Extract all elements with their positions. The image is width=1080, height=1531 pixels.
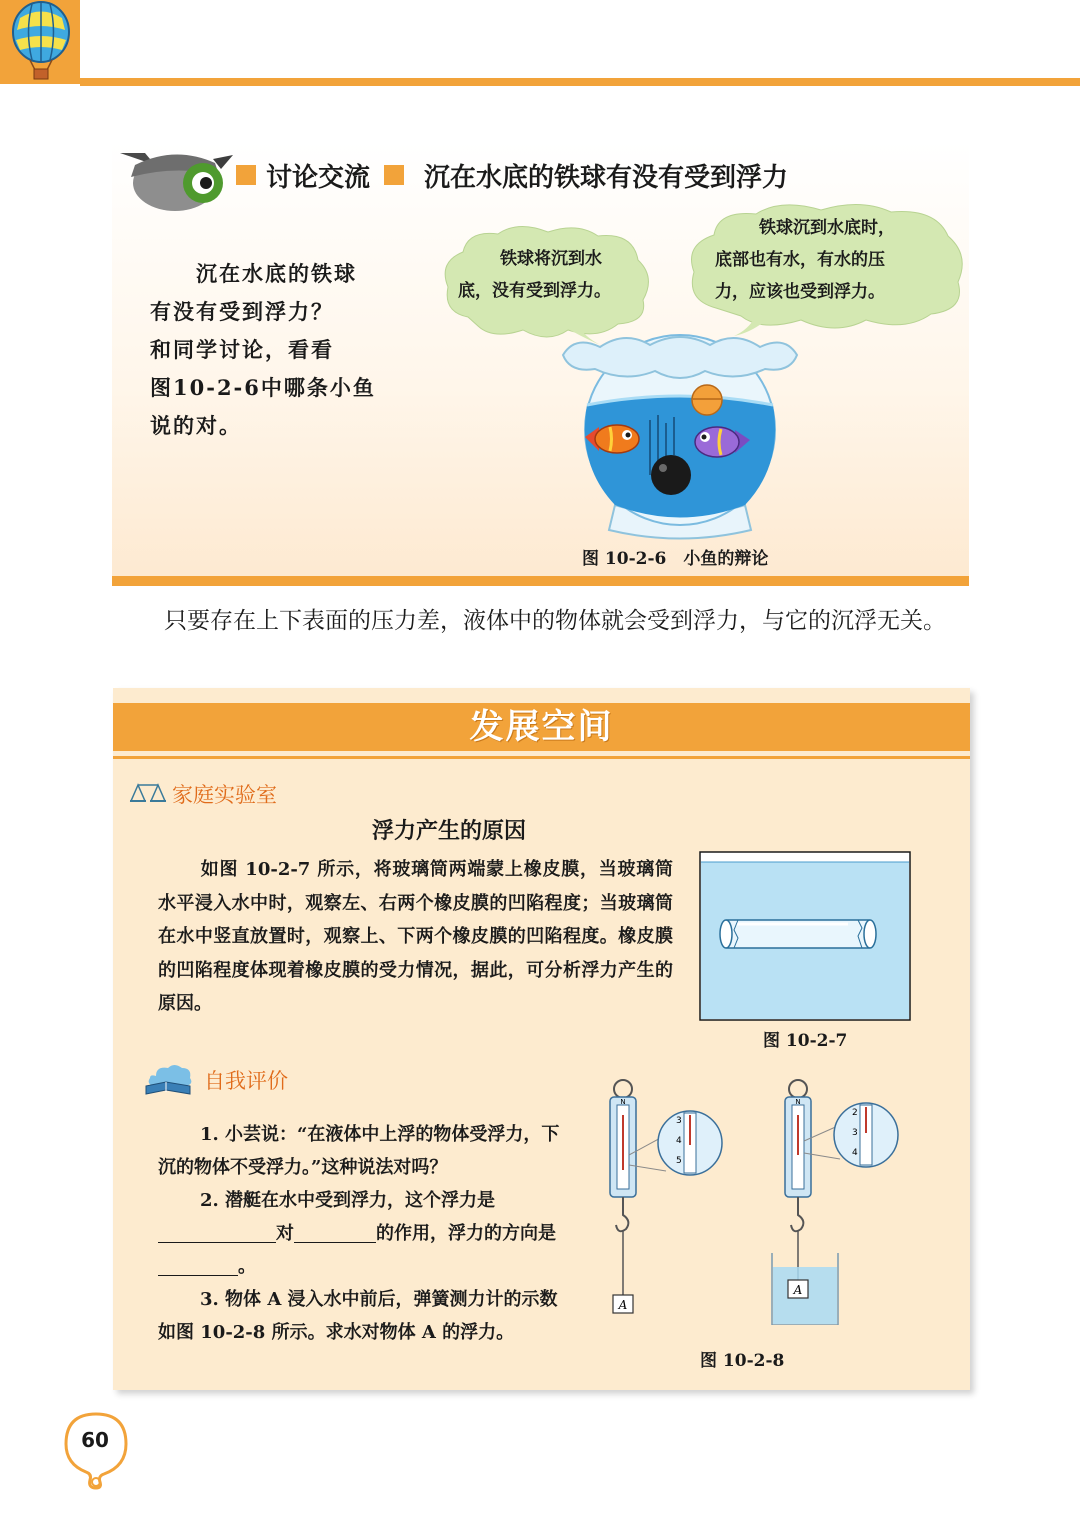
question-3	[158, 1283, 568, 1349]
question-line: 和同学讨论，看看	[150, 337, 334, 362]
discussion-panel-bottom-rule	[112, 576, 969, 586]
scale-tick: 3	[676, 1116, 682, 1126]
discussion-question	[150, 255, 390, 445]
self-eval-heading	[142, 1062, 288, 1098]
discussion-heading	[236, 157, 788, 193]
scale-tick: 3	[852, 1128, 858, 1138]
development-title: 发展空间	[469, 707, 614, 747]
glass-tube-in-water-figure	[698, 850, 912, 1022]
spring-scale-left-icon	[610, 1080, 722, 1313]
scale-tick: 4	[852, 1148, 858, 1158]
speech-line: 力，应该也受到浮力。	[715, 282, 885, 302]
speech-line: 底，没有受到浮力。	[458, 281, 611, 301]
question-2-text-b: 对	[276, 1223, 294, 1244]
heading-square-icon	[236, 165, 256, 185]
conclusion-paragraph	[112, 602, 972, 640]
self-eval-label: 自我评价	[204, 1069, 288, 1093]
question-1-text: 1. 小芸说：“在液体中上浮的物体受浮力，下沉的物体不受浮力。”这种说法对吗？	[158, 1124, 560, 1178]
discussion-topic: 沉在水底的铁球有没有受到浮力	[424, 162, 789, 193]
page-number: 60	[81, 1428, 109, 1452]
figure-10-2-7-caption: 图 10-2-7	[763, 1031, 848, 1051]
home-lab-title: 浮力产生的原因	[372, 819, 527, 844]
question-line: 有没有受到浮力？	[150, 299, 334, 324]
question-2-text-c: 的作用，浮力的方向是	[376, 1223, 556, 1244]
question-line: 图10-2-6中哪条小鱼	[150, 375, 376, 400]
object-a-label: A	[618, 1298, 628, 1312]
heading-square-icon	[384, 165, 404, 185]
self-eval-questions	[158, 1118, 568, 1349]
object-a-label: A	[793, 1283, 803, 1297]
speech-line: 铁球将沉到水	[500, 249, 602, 269]
home-lab-text	[158, 853, 673, 1021]
home-lab-label: 家庭实验室	[172, 783, 277, 807]
question-1	[158, 1118, 568, 1184]
question-2-text-d: 。	[238, 1256, 256, 1277]
scale-tick: 4	[676, 1136, 682, 1146]
scale-unit-label: N	[795, 1098, 801, 1106]
balance-scale-icon	[128, 781, 168, 807]
question-2-text-a: 2. 潜艇在水中受到浮力，这个浮力是	[200, 1190, 496, 1211]
home-lab-body: 如图 10-2-7 所示，将玻璃筒两端蒙上橡皮膜，当玻璃筒水平浸入水中时，观察左、右两个橡皮膜的凹陷程度；当玻璃筒在水中竖直放置时，观察上、下两个橡皮膜的凹陷程度。橡皮膜的凹陷程度体现着橡皮膜的受力情况，据此，可分析浮力产生的原因。	[158, 859, 673, 1014]
question-line: 沉在水底的铁球	[196, 261, 357, 286]
question-line: 说的对。	[150, 413, 242, 438]
book-cloud-icon	[142, 1062, 194, 1098]
fish-left-speech	[458, 243, 643, 307]
speech-line: 底部也有水，有水的压	[715, 250, 885, 270]
question-2	[158, 1184, 568, 1283]
development-title-underline	[113, 756, 970, 759]
answer-blank[interactable]	[158, 1221, 276, 1243]
answer-blank[interactable]	[158, 1254, 238, 1276]
answer-blank[interactable]	[294, 1221, 376, 1243]
header-rule	[80, 78, 1080, 86]
scale-tick: 5	[676, 1156, 682, 1166]
conclusion-text: 只要存在上下表面的压力差，液体中的物体就会受到浮力，与它的沉浮无关。	[164, 608, 946, 634]
scale-tick: 2	[852, 1108, 858, 1118]
figure-10-2-6-caption: 图 10-2-6 小鱼的辩论	[582, 549, 769, 569]
owl-mascot-icon	[115, 145, 235, 215]
hot-air-balloon-icon	[8, 0, 74, 82]
question-3-text: 3. 物体 A 浸入水中前后，弹簧测力计的示数如图 10-2-8 所示。求水对物体 A 的浮力。	[158, 1289, 558, 1343]
spring-scale-right-icon	[772, 1080, 898, 1325]
speech-line: 铁球沉到水底时，	[759, 218, 895, 238]
home-lab-heading	[128, 778, 277, 810]
scale-unit-label: N	[620, 1098, 626, 1106]
fish-right-speech	[715, 212, 960, 308]
fish-bowl-illustration	[555, 325, 805, 540]
figure-10-2-8-caption: 图 10-2-8	[700, 1351, 785, 1371]
discussion-label: 讨论交流	[266, 162, 371, 193]
spring-scale-figure	[600, 1075, 910, 1325]
